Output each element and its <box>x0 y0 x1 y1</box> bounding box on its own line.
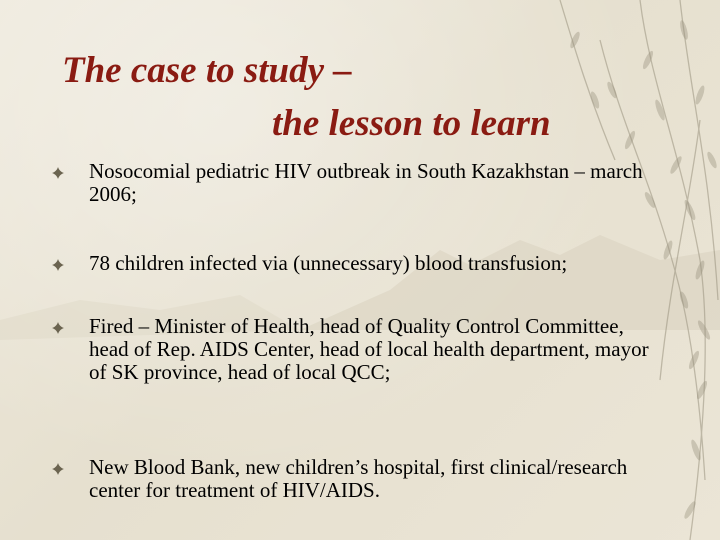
slide-title-line-1: The case to study – <box>62 50 352 91</box>
bullet-text: New Blood Bank, new children’s hospital, first clinical/research center for treatment of HIV/AIDS. <box>89 455 628 502</box>
slide-title <box>62 44 642 150</box>
bullet-text: Nosocomial pediatric HIV outbreak in South Kazakhstan – march 2006; <box>89 159 643 206</box>
four-petal-diamond-icon <box>52 259 64 271</box>
bullet-text: Fired – Minister of Health, head of Quality Control Committee, head of Rep. AIDS Center, head of local health department, mayor of SK province, head of local QCC; <box>89 314 649 384</box>
four-petal-diamond-icon <box>52 167 64 179</box>
four-petal-diamond-icon <box>52 322 64 334</box>
slide-title-line-2: the lesson to learn <box>272 103 551 144</box>
four-petal-diamond-icon <box>52 463 64 475</box>
bullet-text: 78 children infected via (unnecessary) blood transfusion; <box>89 251 568 275</box>
